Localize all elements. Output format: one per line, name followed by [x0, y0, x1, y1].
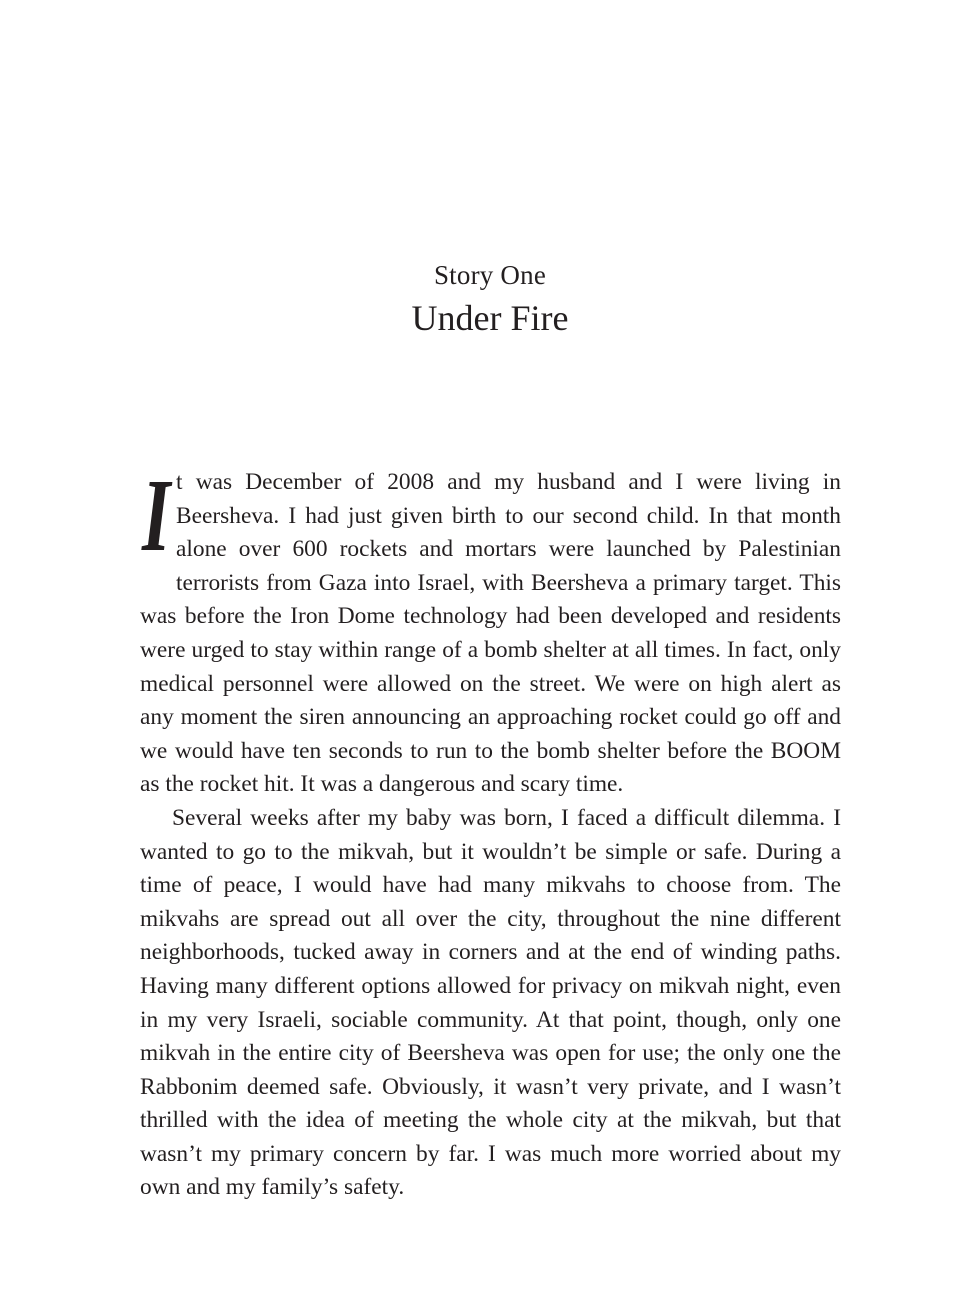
drop-cap: I: [142, 458, 171, 573]
paragraph-2: Several weeks after my baby was born, I faced a difficult dilemma. I wanted to go to the mikvah, but it wouldn’t be simple or safe. During a time of peace, I would have had many mikvahs to choose from. The mikvahs are spread out all over the city, throughout the nine different neighborhoods, tucked away in corners and at the end of winding paths. Having many different options allowed for privacy on mikvah night, even in my very Israeli, sociable community. At that point, though, only one mikvah in the entire city of Beersheva was open for use; the only one the Rabbonim deemed safe. Obviously, it wasn’t very private, and I wasn’t thrilled with the idea of meeting the whole city at the mikvah, but that wasn’t my primary concern by far. I was much more worried about my own and my family’s safety.: [140, 804, 841, 1201]
chapter-heading: [0, 258, 980, 340]
paragraph-1: [140, 458, 841, 802]
story-title: Under Fire: [411, 298, 569, 338]
paragraph-1-text: t was December of 2008 and my husband and I were living in Beersheva. I had just given birth to our second child. In that month alone over 600 rockets and mortars were launched by Palestinian terrorists from Gaza into Israel, with Beersheva a primary target. This was before the Iron Dome technology had been developed and residents were urged to stay within range of a bomb shelter at all times. In fact, only medical personnel were allowed on the street. We were on high alert as any moment the siren announcing an approaching rocket could go off and we would have ten seconds to run to the bomb shelter before the BOOM as the rocket hit. It was a dangerous and scary time.: [140, 469, 841, 798]
body-text: [140, 458, 841, 1205]
story-number: Story One: [433, 260, 547, 290]
